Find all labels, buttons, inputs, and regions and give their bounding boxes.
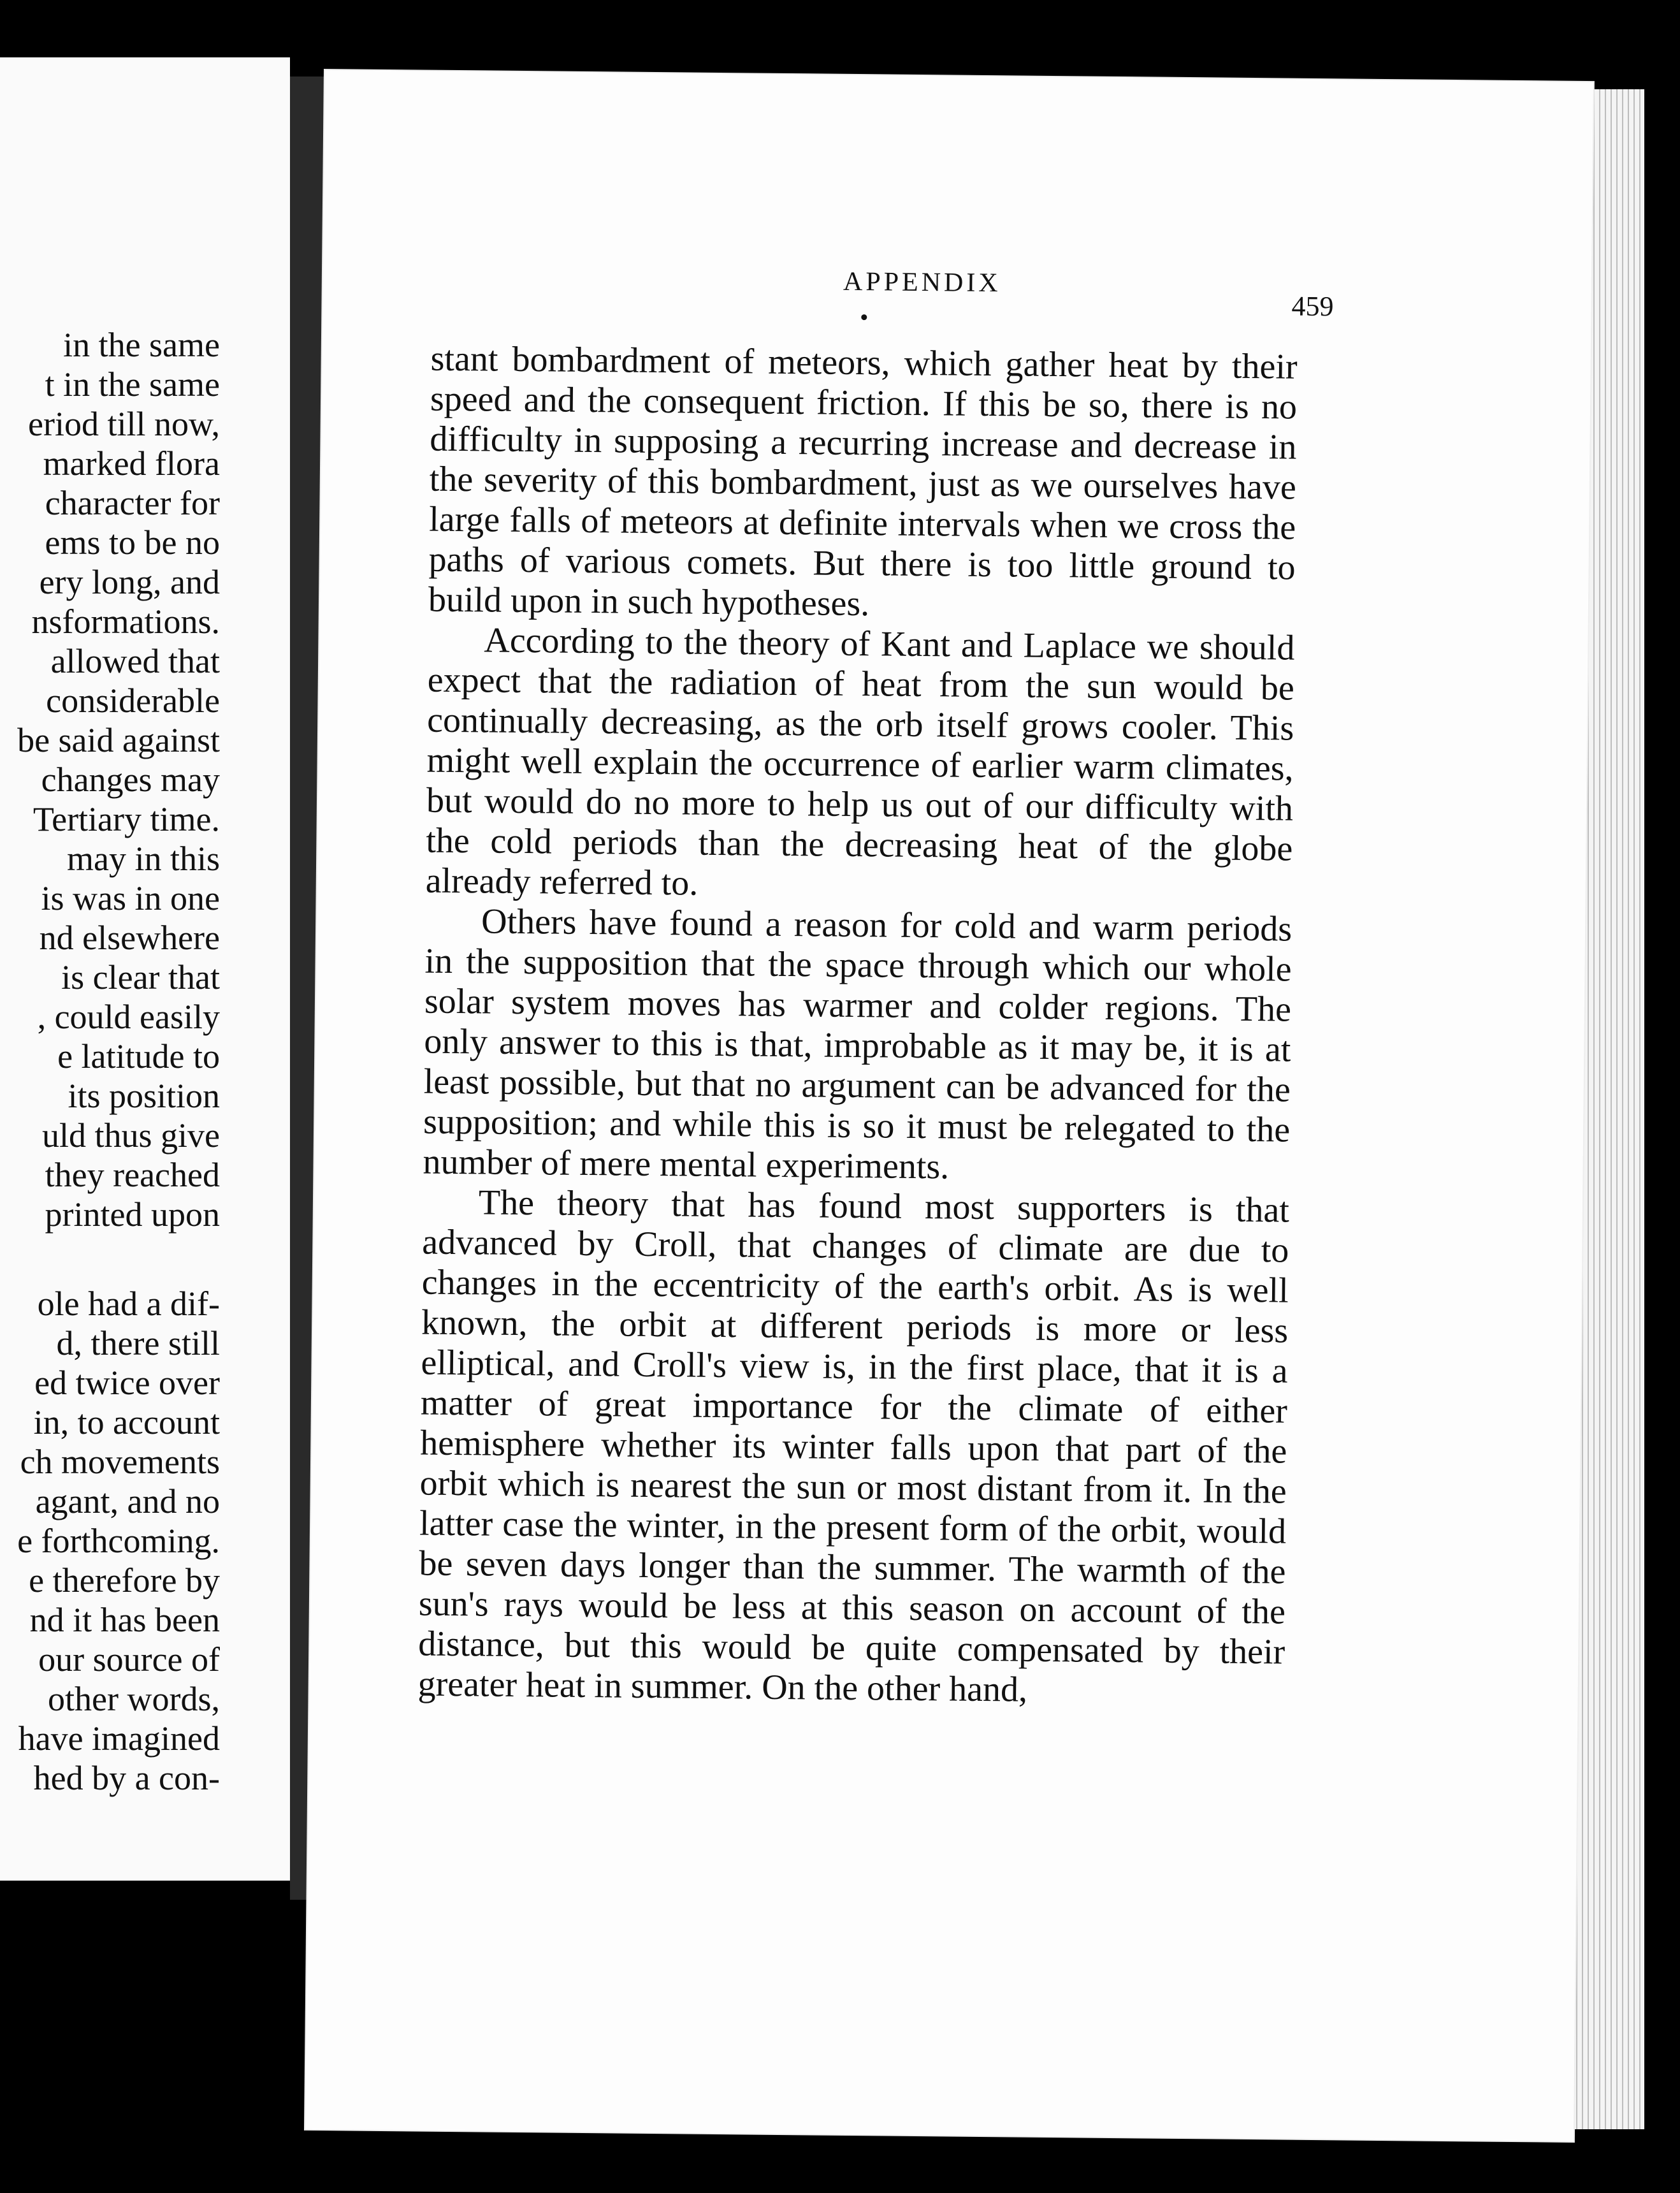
left-page-line: its position [68,1077,220,1115]
page-number: 459 [1291,290,1334,323]
body-text [417,339,1297,1713]
paragraph: The theory that has found most supporters is that advanced by Croll, that changes of climate are due to changes in the eccentricity of the earth's orbit. As is well known, the orbit at different periods is more or less elliptical, and Croll's view is, in the first place, that it is a matter of great importance for the climate of either hemisphere whether its winter falls upon that part of the orbit which is nearest the sun or most distant from it. In the latter case the winter, in the present form of the orbit, would be seven days longer than the summer. The warmth of the sun's rays would be less at this season on account of the distance, but this would be quite compensated by their greater heat in summer. On the other hand, [417,1183,1290,1710]
left-page-line: in the same [63,326,220,364]
left-page-line: other words, [48,1680,220,1718]
running-head: APPENDIX [843,266,1001,298]
left-page-line: ems to be no [45,523,220,562]
left-page-line: d, there still [56,1324,220,1362]
left-page-line: have imagined [18,1719,220,1758]
left-page-line: e latitude to [57,1037,220,1075]
left-page [0,57,290,1881]
left-page-line: nsformations. [31,602,220,641]
left-page-line: t in the same [45,365,220,404]
left-page-line: nd it has been [29,1601,220,1639]
left-page-line: nd elsewhere [39,919,220,957]
left-page-line: marked flora [43,444,220,483]
left-page-line: ery long, and [39,563,220,601]
left-page-line: agant, and no [35,1482,220,1520]
paragraph: stant bombardment of meteors, which gather heat by their speed and the consequent friction. If this be so, there is no difficulty in supposing a recurring increase and decrease in the severity of this bombardment, just as we ourselves have large falls of meteors at definite intervals when we cross the paths of various comets. But there is too little ground to build upon in such hypotheses. [428,339,1298,624]
left-page-line: they reached [45,1156,220,1194]
left-page-line: be said against [17,721,220,759]
left-page-line: our source of [38,1640,220,1679]
paragraph: Others have found a reason for cold and warm periods in the supposition that the space through which our whole solar system moves has warmer and colder regions. The only answer to this is that, improbable as it may be, it is at least possible, but that no argument can be advanced for the supposition; and while this is so it must be relegated to the number of mere mental experiments. [423,901,1293,1187]
left-page-line: ch movements [20,1443,220,1481]
left-page-line: may in this [67,840,220,878]
ornament-dot [861,314,867,320]
left-page-line: is clear that [61,958,220,996]
left-page-line: considerable [46,681,220,720]
left-page-line: uld thus give [42,1116,220,1155]
left-page-line: eriod till now, [28,405,220,443]
left-page-line: in, to account [33,1403,220,1441]
left-page-line: e therefore by [29,1561,220,1599]
left-page-line: e forthcoming. [17,1522,220,1560]
left-page-line: printed upon [45,1195,220,1234]
left-page-line: , could easily [37,998,220,1036]
right-page [305,70,1593,2141]
paragraph: According to the theory of Kant and Laplace we should expect that the radiation of heat from the sun would be continually decreasing, as the orb itself grows cooler. This might well explain the occurrence of earlier warm climates, but would do no more to help us out of our difficulty with the cold periods than the decreasing heat of the globe already referred to. [425,620,1295,903]
left-page-line: hed by a con- [33,1759,220,1797]
left-page-line: allowed that [50,642,220,680]
left-page-line: is was in one [41,879,220,917]
left-page-line: ed twice over [34,1364,220,1402]
left-page-line: character for [45,484,220,522]
left-page-line: ole had a dif- [37,1285,220,1323]
left-page-line: Tertiary time. [33,800,220,838]
left-page-line: changes may [41,761,220,799]
